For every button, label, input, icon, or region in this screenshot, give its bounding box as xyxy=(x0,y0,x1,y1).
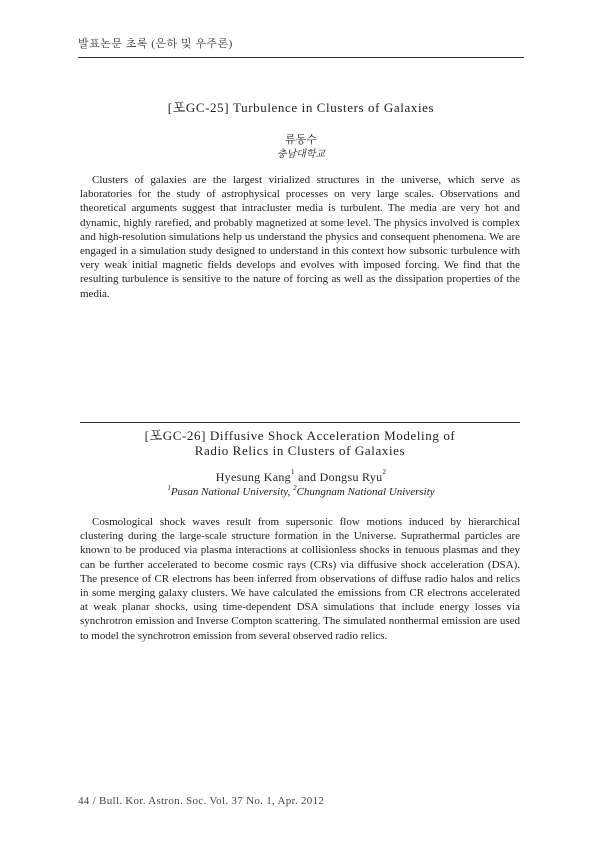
affil-pusan: Pusan National University, xyxy=(170,486,294,498)
paper2-abstract: Cosmological shock waves result from supersonic flow motions induced by hierarchical clustering during the large-scale structure formation in the Universe. Suprathermal particles are known to be produced via plasma interactions at collisionless shocks in tenuous plasmas and they can be further accelerated to become cosmic rays (CRs) via diffusive shock acceleration (DSA). The presence of CR electrons has been inferred from observations of diffuse radio halos and relics in some merging galaxy clusters. We have calculated the emissions from CR electrons accelerated at weak planar shocks, using time-dependent DSA simulations that include energy losses via synchrotron emission and Inverse Compton scattering. The simulated nonthermal emission are used to model the synchrotron emission from several observed radio relics. xyxy=(80,516,520,642)
paper1-affiliation: 충남대학교 xyxy=(276,149,326,160)
author-kang-affil-mark: 1 xyxy=(290,468,295,476)
affil-chungnam: Chungnam National University xyxy=(296,486,435,498)
author-ryu: Dongsu Ryu xyxy=(319,470,383,484)
paper1-abstract: Clusters of galaxies are the largest virialized structures in the universe, which serve as laboratories for the study of astrophysical processes on very large scales. Observations and theoretical arguments suggest that intracluster media is turbulent. The media are very hot and dynamic, highly rarefied, and probably magnetized at some level. The physics involved is complex and high-resolution simulations help us understand the physics and consequent phenomena. We are engaged in a simulation study designed to understand in this context how subsonic turbulence with very weak initial magnetic fields develops and evolves with imposed forcing. We find that the resulting turbulence is sensitive to the nature of forcing as well as the dissipation properties of the media. xyxy=(80,174,520,300)
affil-mark-1: 1 xyxy=(167,484,171,492)
author-join: and xyxy=(294,470,320,484)
running-header: 발표논문 초록 (은하 및 우주론) xyxy=(78,38,233,50)
page-footer-citation: 44 / Bull. Kor. Astron. Soc. Vol. 37 No. 1, Apr. 2012 xyxy=(78,795,325,807)
affil-mark-2: 2 xyxy=(293,484,297,492)
header-divider xyxy=(78,57,524,58)
paper2-title xyxy=(110,428,490,458)
author-ryu-affil-mark: 2 xyxy=(382,468,387,476)
paper2-title-line1: [포GC-26] Diffusive Shock Acceleration Modeling of xyxy=(144,428,456,443)
paper2-title-line2: Radio Relics in Clusters of Galaxies xyxy=(194,443,406,458)
section-divider xyxy=(80,422,520,423)
author-kang: Hyesung Kang xyxy=(215,470,291,484)
paper2-authors xyxy=(78,470,524,485)
paper2-affiliations xyxy=(78,486,524,498)
paper1-author: 류동수 xyxy=(285,134,317,146)
paper1-title: [포GC-25] Turbulence in Clusters of Galaxies xyxy=(167,100,435,115)
